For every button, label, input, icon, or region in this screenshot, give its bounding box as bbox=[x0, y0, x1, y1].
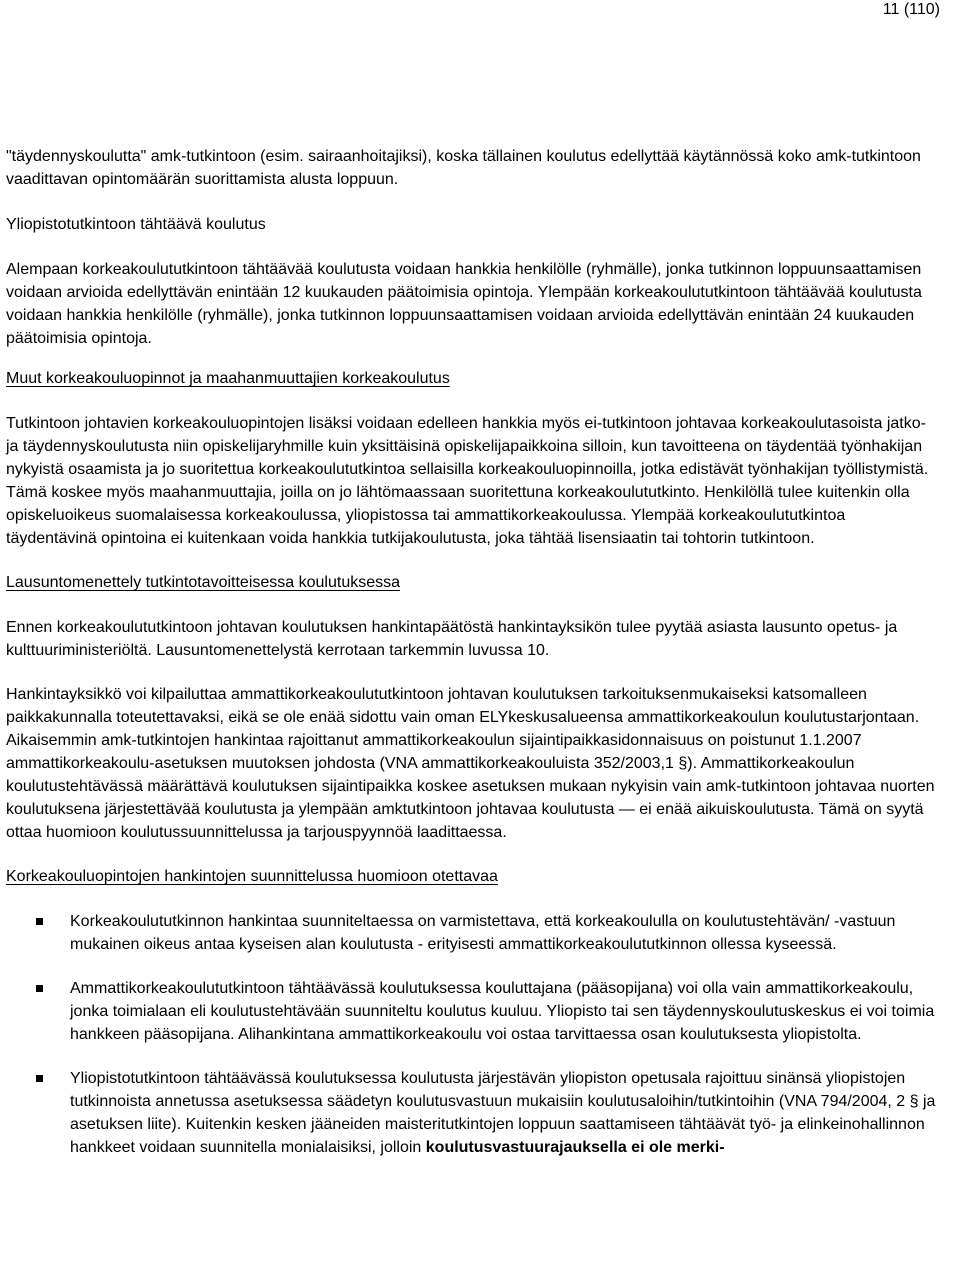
list-item-text: Yliopistotutkintoon tähtäävässä koulutuksessa koulutusta järjestävän yliopiston opetusala rajoittuu sinänsä yliopistojen tutkinnoista annetussa asetuksessa säädetyn koulutusvastuun mukaisiin koulutusaloihin/tutkintoihin (VNA 794/2004, 2 § ja asetuksen liite). Kuitenkin kesken jääneiden maisteritutkintojen loppuun saattamiseen tähtäävät työ- ja elinkeinohallinnon hankkeet voidaan suunnitella monialaisiksi, jolloin bbox=[70, 1070, 936, 1156]
bullet-square-icon bbox=[36, 985, 43, 992]
muut-paragraph: Tutkintoon johtavien korkeakouluopintojen lisäksi voidaan edelleen hankkia myös ei-tutkintoon johtavaa korkeakoulutasoista jatko- ja täydennyskoulutusta niin opiskelijaryhmille kuin yksittäisinä opiskelijapaikkoina silloin, kun tavoitteena on täydentää työnhakijan nykyistä osaamista ja jo suoritettua korkeakoulututkintoa sellaisilla korkeakouluopinnoilla, jotka edistävät työnhakijan työllistymistä. Tämä koskee myös maahanmuuttajia, joilla on jo lähtömaassaan suoritettuna korkeakoulututkinto. Henkilöllä tulee kuitenkin olla opiskeluoikeus suomalaisessa korkeakoulussa, yliopistossa tai ammattikorkeakoulussa. Ylempää korkeakoulututkintoa täydentävinä opintoina ei kuitenkaan voida hankkia tutkijakoulutusta, joka tähtää lisensiaatin tai tohtorin tutkintoon. bbox=[6, 415, 929, 547]
lausunto-paragraph: Ennen korkeakoulututkintoon johtavan koulutuksen hankintapäätöstä hankintayksikön tulee pyytää asiasta lausunto opetus- ja kulttuuriministeriöltä. Lausuntomenettelystä kerrotaan tarkemmin luvussa 10. bbox=[6, 619, 898, 659]
yliopisto-paragraph: Alempaan korkeakoulututkintoon tähtäävää koulutusta voidaan hankkia henkilölle (ryhmälle), jonka tutkinnon loppuunsaattamisen voidaan arvioida edellyttävän enintään 12 kuukauden päätoimisia opintoja. Ylempään korkeakoulututkintoon tähtäävää koulutusta voidaan hankkia henkilölle (ryhmälle), jonka tutkinnon loppuunsaattamisen voidaan arvioida edellyttävän enintään 24 kuukauden päätoimisia opintoja. bbox=[6, 261, 922, 347]
document-body bbox=[6, 145, 936, 1159]
list-item-bold-text: koulutusvastuurajauksella ei ole merki- bbox=[425, 1139, 725, 1156]
list-item-text: Korkeakoulututkinnon hankintaa suunniteltaessa on varmistettava, että korkeakoululla on koulutustehtävän/ -vastuun mukainen oikeus antaa kyseisen alan koulutusta - erityisesti ammattikorkeakoulututkinnon ollessa kyseessä. bbox=[70, 913, 896, 953]
section-heading-yliopisto: Yliopistotutkintoon tähtäävä koulutus bbox=[6, 216, 266, 233]
list-item bbox=[6, 910, 936, 956]
list-item-text: Ammattikorkeakoulututkintoon tähtäävässä koulutuksessa kouluttajana (pääsopijana) voi olla vain ammattikorkeakoulu, jonka toimialaan eli koulutustehtävään suunniteltu koulutus kuuluu. Yliopisto tai sen täydennyskoulutuskeskus ei voi toimia hankkeen pääsopijana. Alihankintana ammattikorkeakoulu voi ostaa tarvittaessa osan koulutuksesta yliopistolta. bbox=[70, 980, 935, 1043]
bullet-list bbox=[6, 910, 936, 1159]
bullet-square-icon bbox=[36, 1075, 43, 1082]
page-number: 11 (110) bbox=[882, 1, 940, 18]
section-heading-lausunto: Lausuntomenettely tutkintotavoitteisessa koulutuksessa bbox=[6, 574, 401, 591]
list-item bbox=[6, 977, 936, 1046]
list-item bbox=[6, 1067, 936, 1159]
section-heading-muut: Muut korkeakouluopinnot ja maahanmuuttajien korkeakoulutus bbox=[6, 370, 450, 387]
bullet-square-icon bbox=[36, 918, 43, 925]
hankinta-paragraph: Hankintayksikkö voi kilpailuttaa ammattikorkeakoulututkintoon johtavan koulutuksen tarkoituksenmukaiseksi katsomalleen paikkakunnalla toteutettavaksi, eikä se ole enää sidottu vain oman ELYkeskusalueensa ammattikorkeakoulun koulutustarjontaan. Aikaisemmin amk-tutkintojen hankintaa rajoittanut ammattikorkeakoulun sijaintipaikkasidonnaisuus on poistunut 1.1.2007 ammattikorkeakoulu-asetuksen muutoksen johdosta (VNA ammattikorkeakouluista 352/2003,1 §). Ammattikorkeakoulun koulutustehtävässä määrättävä koulutuksen sijaintipaikka koskee asetuksen mukaan nykyisin vain amk-tutkintoon johtavaa nuorten koulutuksena järjestettävää koulutusta ja ylempään amktutkintoon johtavaa koulutusta — ei enää aikuiskoulutusta. Tämä on syytä ottaa huomioon koulutussuunnittelussa ja tarjouspyynnöä laadittaessa. bbox=[6, 686, 935, 841]
intro-paragraph: "täydennyskoulutta" amk-tutkintoon (esim. sairaanhoitajiksi), koska tällainen koulutus edellyttää käytännössä koko amk-tutkintoon vaadittavan opintomäärän suorittamista alusta loppuun. bbox=[6, 148, 921, 188]
section-heading-huomioon: Korkeakouluopintojen hankintojen suunnittelussa huomioon otettavaa bbox=[6, 868, 498, 885]
